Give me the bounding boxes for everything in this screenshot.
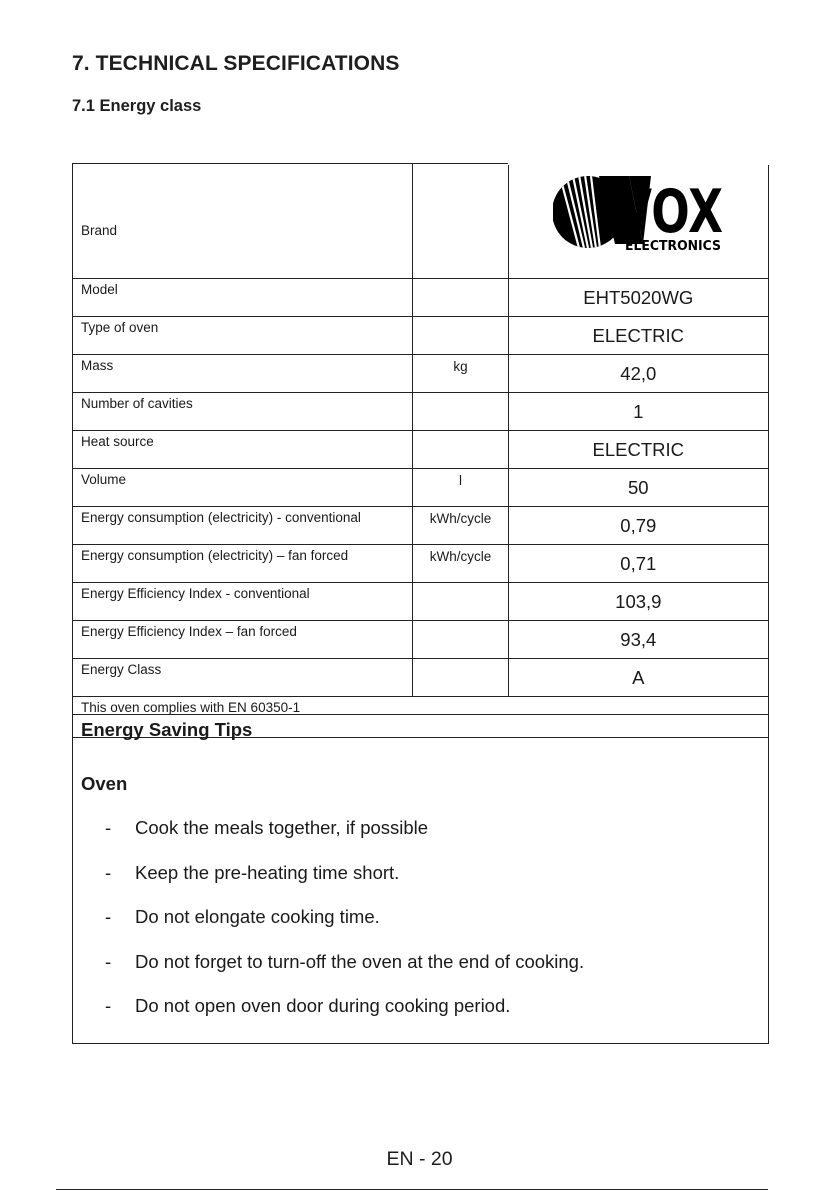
row-unit <box>413 431 508 469</box>
tip-text: Do not forget to turn-off the oven at the end of cooking. <box>135 951 585 972</box>
table-row <box>73 545 769 583</box>
row-label: Model <box>73 279 413 317</box>
brand-unit-cell <box>413 164 508 279</box>
table-row <box>73 583 769 621</box>
row-value: 93,4 <box>508 621 768 659</box>
row-unit <box>413 583 508 621</box>
row-value: ELECTRIC <box>508 317 768 355</box>
row-label: Mass <box>73 355 413 393</box>
row-unit: kWh/cycle <box>413 545 508 583</box>
row-label: Energy consumption (electricity) - conventional <box>73 507 413 545</box>
tip-text: Do not open oven door during cooking period. <box>135 995 511 1016</box>
row-value: 0,71 <box>508 545 768 583</box>
row-label: Type of oven <box>73 317 413 355</box>
table-row <box>73 507 769 545</box>
list-dash: - <box>105 906 112 927</box>
brand-label: Brand <box>73 164 413 279</box>
row-value: 42,0 <box>508 355 768 393</box>
tips-title: Energy Saving Tips <box>81 719 253 740</box>
table-row <box>73 279 769 317</box>
list-item <box>105 906 380 928</box>
logo-wordmark: VOX <box>616 176 723 247</box>
row-value: 0,79 <box>508 507 768 545</box>
row-value: A <box>508 659 768 697</box>
row-label: Heat source <box>73 431 413 469</box>
row-label: Energy Class <box>73 659 413 697</box>
row-label: Energy Efficiency Index - conventional <box>73 583 413 621</box>
row-unit <box>413 621 508 659</box>
tip-text: Keep the pre-heating time short. <box>135 862 400 883</box>
row-value: ELECTRIC <box>508 431 768 469</box>
footer-divider <box>56 1189 768 1190</box>
list-item <box>105 862 399 884</box>
list-dash: - <box>105 995 112 1016</box>
row-label: Volume <box>73 469 413 507</box>
list-item <box>105 817 428 839</box>
page-number: EN - 20 <box>386 1148 453 1170</box>
table-row <box>73 659 769 697</box>
list-dash: - <box>105 862 112 883</box>
row-label: Energy Efficiency Index – fan forced <box>73 621 413 659</box>
row-value: 50 <box>508 469 768 507</box>
row-value: 1 <box>508 393 768 431</box>
row-label: Number of cavities <box>73 393 413 431</box>
row-value: EHT5020WG <box>508 279 768 317</box>
row-unit <box>413 659 508 697</box>
vox-logo <box>553 170 725 259</box>
list-item <box>105 995 510 1017</box>
compliance-note: This oven complies with EN 60350-1 <box>73 697 769 738</box>
row-value: 103,9 <box>508 583 768 621</box>
list-dash: - <box>105 817 112 838</box>
tip-text: Cook the meals together, if possible <box>135 817 429 838</box>
table-row <box>73 621 769 659</box>
brand-logo-cell <box>508 164 768 279</box>
table-row <box>73 469 769 507</box>
tip-text: Do not elongate cooking time. <box>135 906 380 927</box>
tips-subtitle: Oven <box>81 773 128 794</box>
row-unit <box>413 393 508 431</box>
table-row-brand <box>73 164 769 279</box>
section-heading: 7. TECHNICAL SPECIFICATIONS <box>72 52 400 75</box>
subsection-heading: 7.1 Energy class <box>72 97 202 115</box>
table-row <box>73 393 769 431</box>
table-row <box>73 355 769 393</box>
spec-table <box>72 163 769 738</box>
row-unit <box>413 317 508 355</box>
row-unit <box>413 279 508 317</box>
table-row <box>73 431 769 469</box>
table-row <box>73 317 769 355</box>
row-unit: kWh/cycle <box>413 507 508 545</box>
row-label: Energy consumption (electricity) – fan forced <box>73 545 413 583</box>
list-item <box>105 951 584 973</box>
logo-tagline: ELECTRONICS <box>624 238 721 254</box>
row-unit: l <box>413 469 508 507</box>
energy-tips-box <box>72 714 769 1044</box>
row-unit: kg <box>413 355 508 393</box>
list-dash: - <box>105 951 112 972</box>
